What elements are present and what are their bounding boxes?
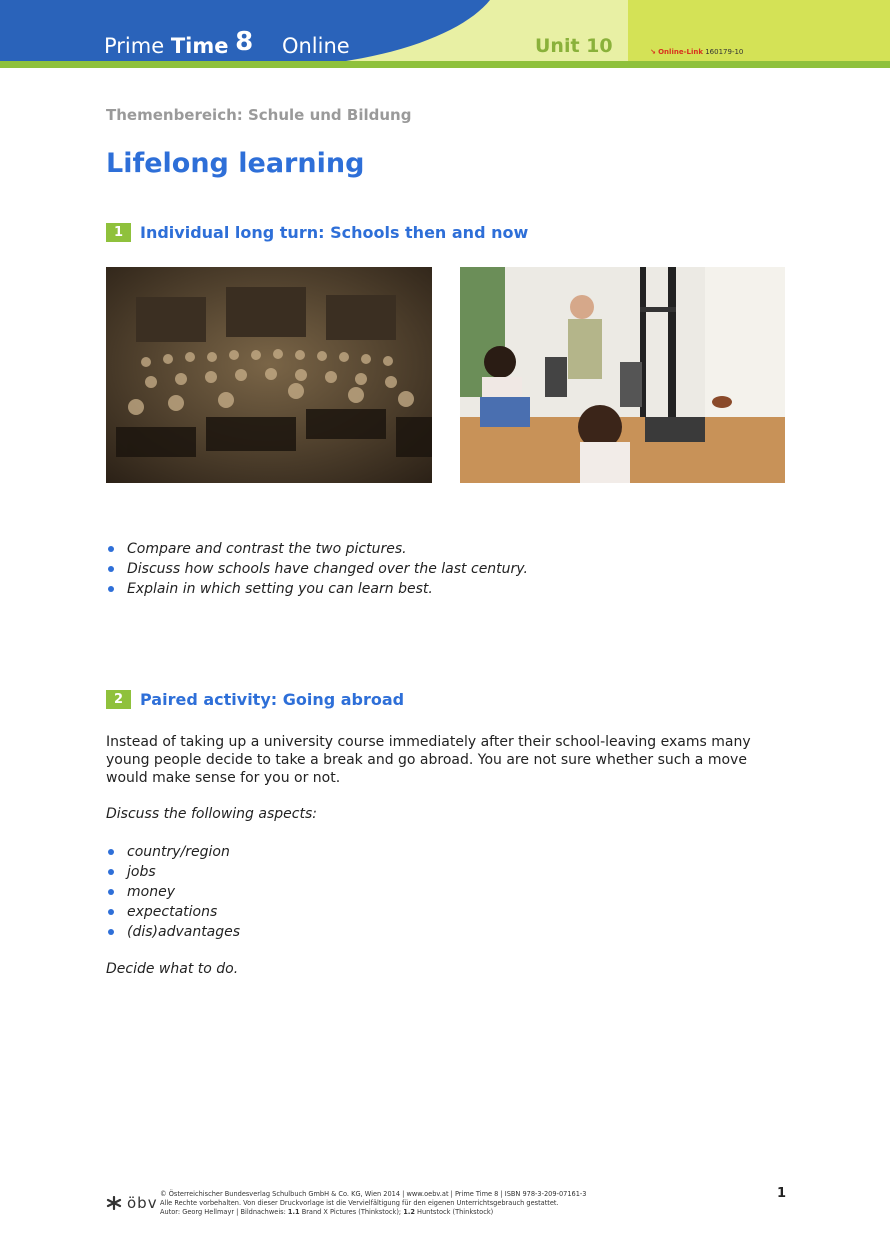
brand-logo	[104, 27, 350, 60]
page-number: 1	[777, 1186, 787, 1201]
theme-label: Themenbereich: Schule und Bildung	[106, 106, 412, 124]
unit-label: Unit 10	[535, 35, 613, 57]
brand-number: 8	[235, 27, 254, 57]
list-item: jobs	[106, 862, 786, 882]
bullet-icon	[108, 566, 114, 572]
section2-prompt: Discuss the following aspects:	[106, 806, 317, 822]
section2-heading	[106, 690, 404, 709]
list-item: Discuss how schools have changed over the last century.	[106, 559, 786, 579]
bullet-icon	[108, 869, 114, 875]
brand-prefix: Prime	[104, 34, 165, 58]
list-item: Explain in which setting you can learn best.	[106, 579, 786, 599]
section1-title: Individual long turn: Schools then and now	[140, 223, 529, 242]
bullet-icon	[108, 849, 114, 855]
photo-modern-classroom	[460, 267, 785, 483]
footer-line3: Autor: Georg Hellmayr | Bildnachweis: 1.1 Brand X Pictures (Thinkstock); 1.2 Huntstock (Thinkstock)	[160, 1208, 494, 1216]
bullet-icon	[108, 889, 114, 895]
online-link[interactable]	[650, 48, 743, 56]
online-link-label: Online-Link	[658, 48, 703, 56]
list-item: (dis)advantages	[106, 922, 786, 942]
section1-number: 1	[106, 223, 131, 242]
section2-closing: Decide what to do.	[106, 961, 239, 977]
publisher-mark-icon	[106, 1196, 122, 1210]
arrow-down-right-icon: ↘	[650, 48, 656, 56]
bullet-icon	[108, 546, 114, 552]
photo-old-classroom	[106, 267, 432, 483]
footer-line1: © Österreichischer Bundesverlag Schulbuch GmbH & Co. KG, Wien 2014 | www.oebv.at | Prime Time 8 | ISBN 978-3-209-07161-3	[160, 1190, 587, 1198]
publisher-logo	[106, 1194, 158, 1212]
list-item: expectations	[106, 902, 786, 922]
bullet-icon	[108, 586, 114, 592]
bullet-icon	[108, 909, 114, 915]
list-item: country/region	[106, 842, 786, 862]
brand-suffix: Online	[281, 34, 350, 58]
section1-bullets	[106, 539, 786, 599]
footer-line2: Alle Rechte vorbehalten. Von dieser Druckvorlage ist die Vervielfältigung für den eigenen Unterrichtsgebrauch gestattet.	[160, 1199, 559, 1207]
footer-copyright	[160, 1190, 587, 1217]
bullet-icon	[108, 929, 114, 935]
page-title: Lifelong learning	[106, 148, 365, 179]
section1-heading	[106, 223, 528, 242]
list-item: Compare and contrast the two pictures.	[106, 539, 786, 559]
brand-strong: Time	[170, 34, 229, 58]
section2-number: 2	[106, 690, 131, 709]
section2-title: Paired activity: Going abroad	[140, 690, 405, 709]
publisher-logo-text: öbv	[127, 1194, 158, 1212]
section2-aspects	[106, 842, 786, 942]
list-item: money	[106, 882, 786, 902]
section2-intro: Instead of taking up a university course immediately after their school-leaving exams many young people decide to take a break and go abroad. You are not sure whether such a move would make sense for you or not.	[106, 734, 751, 786]
online-link-code: 160179-10	[705, 48, 744, 56]
